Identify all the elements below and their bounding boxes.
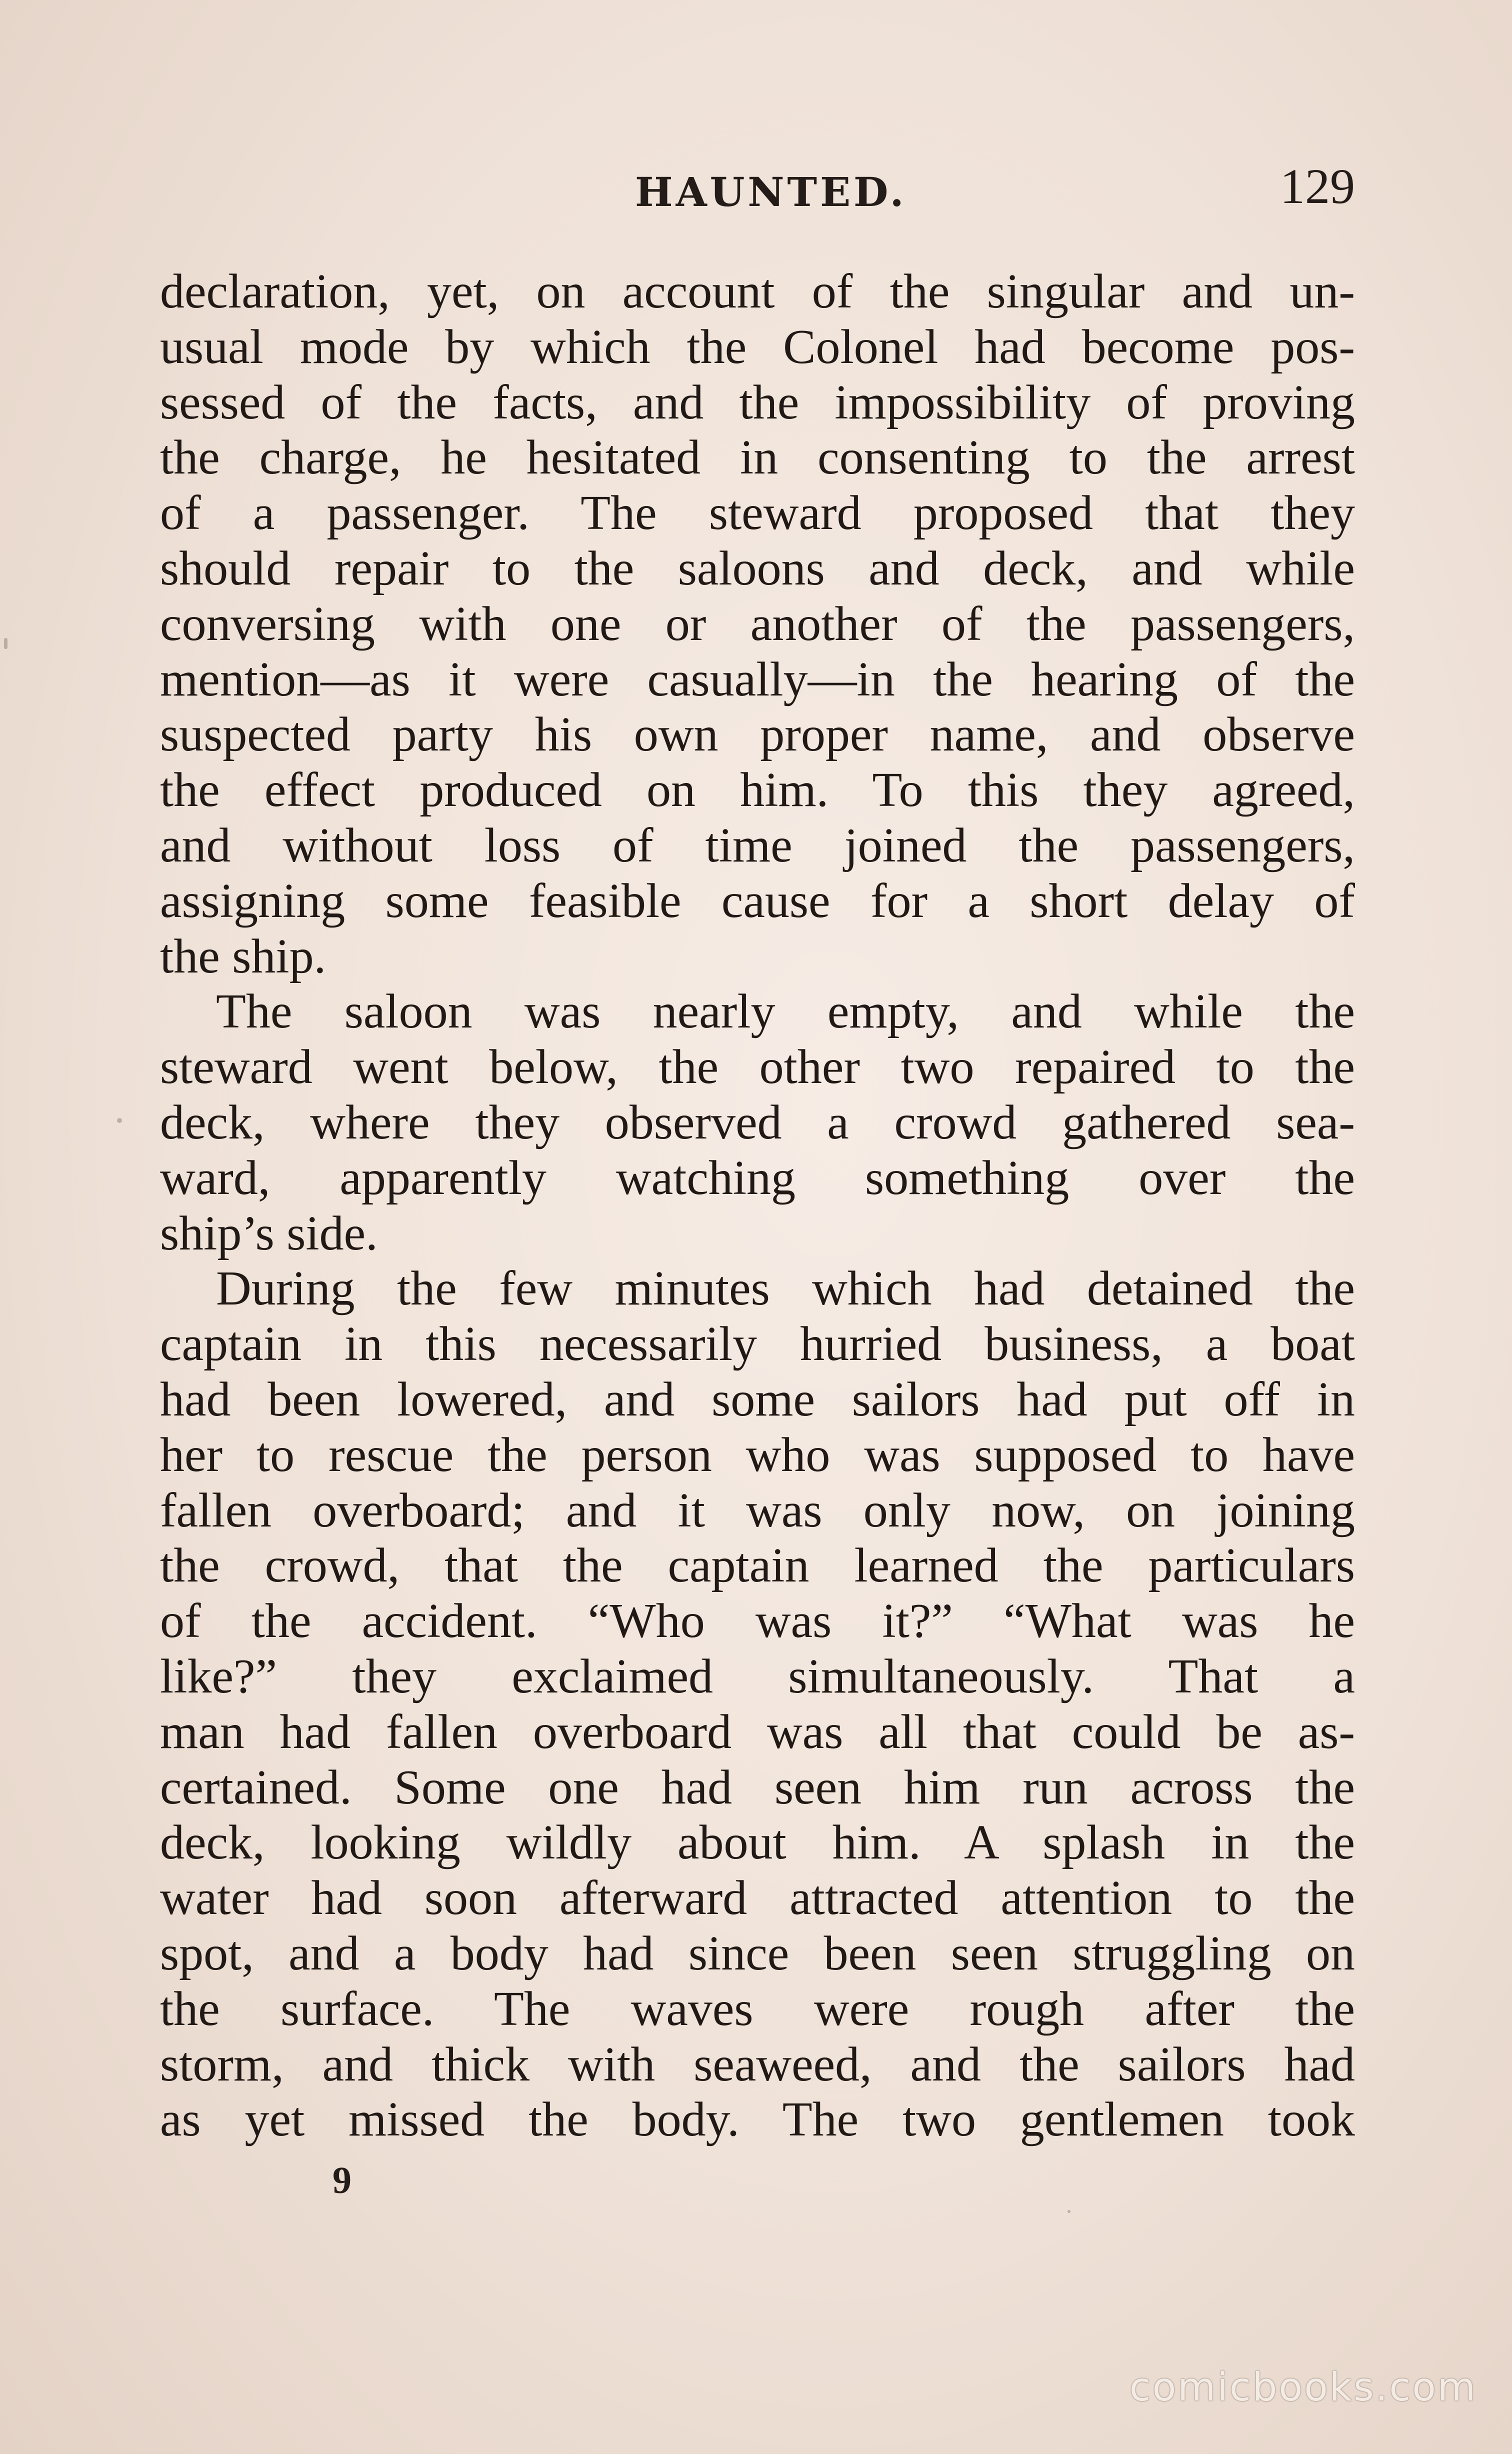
text-line: the surface. The waves were rough after the [160,1982,1355,2036]
page-header [160,158,1355,218]
text-line: fallen overboard; and it was only now, on joining [160,1483,1355,1538]
text-line: ward, apparently watching something over the [160,1150,1355,1205]
text-line: declaration, yet, on account of the singular and un- [160,264,1355,318]
text-line: her to rescue the person who was supposed to have [160,1428,1355,1482]
body-text [160,264,1355,2148]
text-line: suspected party his own proper name, and observe [160,708,1355,762]
text-line: water had soon afterward attracted attention to the [160,1871,1355,1926]
text-line: deck, looking wildly about him. A splash in the [160,1816,1355,1870]
running-head: HAUNTED. [635,168,907,216]
text-line: man had fallen overboard was all that could be as- [160,1704,1355,1759]
paper-speck [117,1118,122,1123]
signature-mark: 9 [332,2160,352,2202]
text-line: had been lowered, and some sailors had put off in [160,1372,1355,1426]
text-line: mention—as it were casually—in the hearing of the [160,652,1355,706]
paper-speck [1068,2210,1070,2213]
text-line: storm, and thick with seaweed, and the sailors had [160,2037,1355,2092]
text-line: the crowd, that the captain learned the particulars [160,1538,1355,1593]
text-line: steward went below, the other two repaired to the [160,1040,1355,1094]
text-line: ship’s side. [160,1206,378,1260]
watermark: comicbooks.com [1129,2365,1477,2410]
text-line: The saloon was nearly empty, and while the [216,984,1355,1039]
text-line: deck, where they observed a crowd gathered sea- [160,1095,1355,1150]
text-line: assigning some feasible cause for a short delay of [160,874,1355,928]
text-line: should repair to the saloons and deck, and while [160,541,1355,596]
text-line: of the accident. “Who was it?” “What was he [160,1594,1355,1648]
paper-speck [4,638,8,649]
text-line: certained. Some one had seen him run across the [160,1760,1355,1814]
text-line: sessed of the facts, and the impossibility of proving [160,375,1355,430]
text-line: usual mode by which the Colonel had become pos- [160,320,1355,374]
text-line: conversing with one or another of the passengers, [160,596,1355,651]
text-line: the effect produced on him. To this they agreed, [160,763,1355,818]
text-line: like?” they exclaimed simultaneously. That a [160,1649,1355,1704]
text-line: During the few minutes which had detained the [216,1262,1355,1316]
text-line: the charge, he hesitated in consenting to the arrest [160,430,1355,485]
page-number: 129 [1280,158,1355,214]
text-line: as yet missed the body. The two gentlemen took [160,2092,1355,2147]
text-line: of a passenger. The steward proposed that they [160,486,1355,540]
text-line: captain in this necessarily hurried business, a boat [160,1317,1355,1372]
text-line: the ship. [160,929,326,984]
text-line: and without loss of time joined the passengers, [160,818,1355,872]
text-line: spot, and a body had since been seen struggling on [160,1926,1355,1980]
